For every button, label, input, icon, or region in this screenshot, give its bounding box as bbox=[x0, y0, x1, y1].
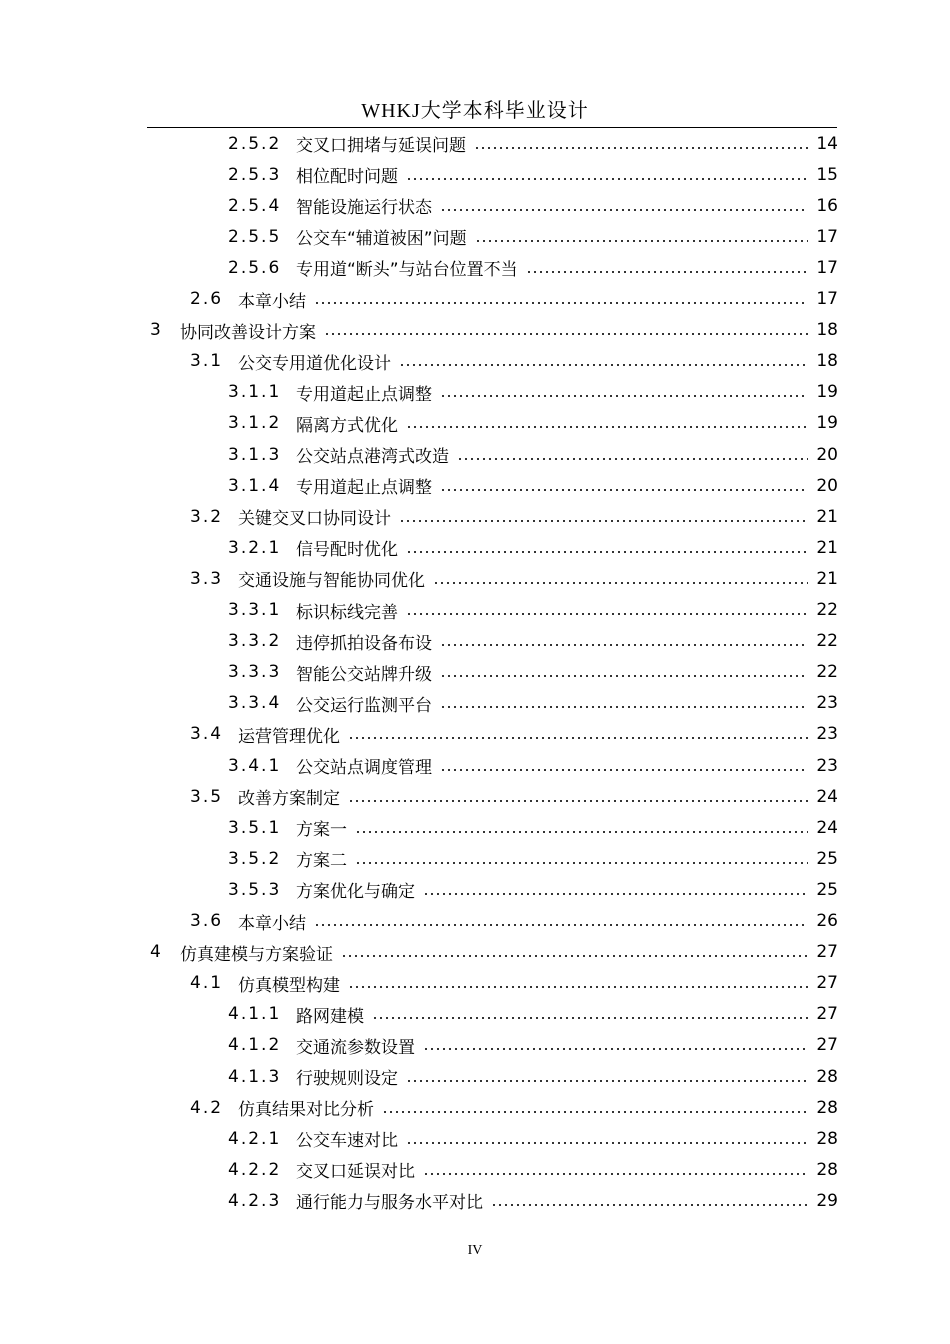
toc-entry-title: 改善方案制定 bbox=[238, 789, 340, 810]
toc-dot-leader bbox=[382, 1111, 808, 1113]
toc-entry-page: 23 bbox=[816, 693, 838, 714]
toc-entry-number: 4.1 bbox=[190, 973, 224, 994]
toc-dot-leader bbox=[314, 924, 808, 926]
toc-entry[interactable] bbox=[190, 719, 838, 750]
toc-dot-leader bbox=[423, 1173, 808, 1175]
toc-entry-title: 关键交叉口协同设计 bbox=[238, 509, 391, 530]
toc-entry-number: 2.5.2 bbox=[228, 133, 282, 154]
toc-entry[interactable] bbox=[190, 968, 838, 999]
toc-dot-leader bbox=[440, 769, 808, 771]
toc-entry[interactable] bbox=[228, 377, 838, 408]
toc-entry-title: 本章小结 bbox=[238, 291, 306, 312]
toc-dot-leader bbox=[406, 1080, 808, 1082]
toc-entry-number: 3.4.1 bbox=[228, 755, 282, 776]
toc-entry-page: 20 bbox=[816, 444, 838, 465]
toc-dot-leader bbox=[355, 831, 808, 833]
toc-entry-number: 4.2 bbox=[190, 1097, 224, 1118]
toc-entry-page: 22 bbox=[816, 662, 838, 683]
toc-dot-leader bbox=[423, 893, 808, 895]
toc-entry-title: 交通设施与智能协同优化 bbox=[238, 571, 425, 592]
toc-entry-title: 智能公交站牌升级 bbox=[296, 664, 432, 685]
toc-entry[interactable] bbox=[228, 532, 838, 563]
toc-entry[interactable] bbox=[228, 128, 838, 159]
toc-entry-page: 26 bbox=[816, 911, 838, 931]
toc-entry[interactable] bbox=[228, 1030, 838, 1061]
toc-entry-page: 19 bbox=[816, 413, 838, 434]
toc-entry-number: 4 bbox=[150, 942, 163, 963]
toc-entry-number: 4.2.2 bbox=[228, 1159, 282, 1180]
toc-entry-number: 3.2.1 bbox=[228, 537, 282, 558]
toc-dot-leader bbox=[399, 364, 808, 366]
toc-entry-title: 交叉口延误对比 bbox=[296, 1162, 415, 1183]
toc-dot-leader bbox=[348, 737, 808, 739]
toc-entry-title: 公交车“辅道被困”问题 bbox=[296, 229, 467, 250]
toc-dot-leader bbox=[406, 178, 808, 180]
toc-entry[interactable] bbox=[190, 284, 838, 315]
toc-entry-number: 3.1 bbox=[190, 351, 224, 372]
toc-entry-page: 24 bbox=[816, 817, 838, 838]
toc-entry-title: 运营管理优化 bbox=[238, 726, 340, 747]
toc-dot-leader bbox=[440, 395, 808, 397]
toc-entry[interactable] bbox=[228, 221, 838, 252]
toc-entry-page: 28 bbox=[816, 1097, 838, 1118]
toc-entry[interactable] bbox=[150, 315, 838, 346]
toc-entry-page: 17 bbox=[816, 257, 838, 278]
toc-entry-title: 仿真结果对比分析 bbox=[238, 1100, 374, 1121]
toc-entry[interactable] bbox=[190, 346, 838, 377]
toc-entry-page: 19 bbox=[816, 382, 838, 403]
toc-entry-title: 公交运行监测平台 bbox=[296, 695, 432, 716]
toc-entry-number: 2.5.6 bbox=[228, 257, 282, 278]
toc-entry-page: 27 bbox=[816, 1004, 838, 1025]
toc-dot-leader bbox=[372, 1017, 808, 1019]
toc-entry-title: 相位配时问题 bbox=[296, 167, 398, 188]
toc-dot-leader bbox=[440, 675, 808, 677]
toc-entry-number: 3.5 bbox=[190, 786, 224, 807]
toc-entry-title: 公交站点港湾式改造 bbox=[296, 447, 449, 467]
toc-entry-title: 专用道起止点调整 bbox=[296, 384, 432, 405]
toc-entry[interactable] bbox=[190, 563, 838, 594]
toc-entry-page: 21 bbox=[816, 537, 838, 558]
toc-entry-page: 21 bbox=[816, 568, 838, 589]
toc-dot-leader bbox=[423, 1048, 808, 1050]
toc-dot-leader bbox=[457, 458, 808, 460]
toc-entry-title: 本章小结 bbox=[238, 913, 306, 934]
toc-entry-number: 2.5.5 bbox=[228, 226, 282, 247]
toc-entry-title: 专用道起止点调整 bbox=[296, 478, 432, 499]
toc-entry-page: 22 bbox=[816, 600, 838, 620]
toc-entry-title: 交叉口拥堵与延误问题 bbox=[296, 136, 466, 156]
toc-dot-leader bbox=[355, 862, 808, 864]
toc-entry-number: 3.4 bbox=[190, 724, 224, 745]
toc-entry-page: 25 bbox=[816, 879, 838, 900]
toc-entry-page: 29 bbox=[816, 1190, 838, 1211]
toc-entry-number: 3.1.3 bbox=[228, 444, 282, 465]
toc-dot-leader bbox=[399, 520, 808, 522]
toc-entry-page: 22 bbox=[816, 631, 838, 652]
toc-dot-leader bbox=[475, 240, 808, 242]
toc-entry-title: 交通流参数设置 bbox=[296, 1037, 415, 1058]
toc-entry-number: 4.1.1 bbox=[228, 1004, 282, 1025]
toc-entry-title: 方案一 bbox=[296, 820, 347, 841]
toc-dot-leader bbox=[526, 271, 808, 273]
toc-entry-page: 27 bbox=[816, 1035, 838, 1056]
toc-entry-number: 3.2 bbox=[190, 506, 224, 527]
toc-dot-leader bbox=[406, 613, 808, 615]
toc-entry-number: 3.5.2 bbox=[228, 848, 282, 869]
toc-entry-page: 16 bbox=[816, 195, 838, 216]
toc-entry[interactable] bbox=[228, 843, 838, 874]
toc-entry[interactable] bbox=[228, 626, 838, 657]
toc-entry-number: 3.3 bbox=[190, 568, 224, 589]
toc-entry[interactable] bbox=[228, 190, 838, 221]
toc-entry-page: 24 bbox=[816, 786, 838, 807]
toc-dot-leader bbox=[341, 955, 808, 957]
toc-dot-leader bbox=[314, 302, 808, 304]
toc-entry[interactable] bbox=[228, 1123, 838, 1154]
toc-dot-leader bbox=[491, 1204, 808, 1206]
toc-dot-leader bbox=[348, 986, 808, 988]
toc-entry[interactable] bbox=[228, 750, 838, 781]
toc-dot-leader bbox=[324, 333, 808, 335]
toc-entry-number: 3.3.4 bbox=[228, 693, 282, 714]
toc-entry-page: 23 bbox=[816, 724, 838, 745]
page-header-title: WHKJ大学本科毕业设计 bbox=[361, 100, 589, 122]
toc-dot-leader bbox=[406, 426, 808, 428]
toc-entry-number: 3.5.3 bbox=[228, 879, 282, 900]
toc-entry-title: 仿真建模与方案验证 bbox=[180, 944, 333, 965]
toc-entry-page: 14 bbox=[816, 133, 838, 154]
page-number: IV bbox=[467, 1243, 483, 1258]
toc-entry[interactable] bbox=[228, 408, 838, 439]
toc-entry[interactable] bbox=[190, 1092, 838, 1123]
toc-entry[interactable] bbox=[228, 252, 838, 283]
toc-entry-page: 28 bbox=[816, 1066, 838, 1087]
toc-entry-number: 2.5.4 bbox=[228, 195, 282, 216]
toc-entry-page: 21 bbox=[816, 506, 838, 527]
toc-entry-number: 3.3.1 bbox=[228, 600, 282, 620]
toc-entry-page: 28 bbox=[816, 1128, 838, 1149]
toc-entry-number: 2.6 bbox=[190, 289, 224, 309]
toc-entry-page: 17 bbox=[816, 226, 838, 247]
toc-entry-title: 公交站点调度管理 bbox=[296, 758, 432, 778]
toc-entry-title: 方案优化与确定 bbox=[296, 882, 415, 903]
toc-entry-number: 3.3.3 bbox=[228, 662, 282, 683]
toc-entry[interactable] bbox=[228, 657, 838, 688]
toc-entry-title: 隔离方式优化 bbox=[296, 415, 398, 436]
toc-entry-title: 专用道“断头”与站台位置不当 bbox=[296, 260, 518, 281]
toc-entry-number: 4.1.3 bbox=[228, 1066, 282, 1087]
toc-entry-title: 行驶规则设定 bbox=[296, 1069, 398, 1089]
toc-entry[interactable] bbox=[190, 781, 838, 812]
toc-entry[interactable] bbox=[228, 1185, 838, 1216]
toc-entry-number: 3.1.2 bbox=[228, 413, 282, 434]
toc-entry-number: 2.5.3 bbox=[228, 164, 282, 185]
toc-entry-title: 协同改善设计方案 bbox=[180, 322, 316, 343]
toc-entry[interactable] bbox=[190, 906, 838, 937]
toc-entry[interactable] bbox=[228, 1154, 838, 1185]
toc-entry[interactable] bbox=[150, 937, 838, 968]
toc-entry-number: 3.1.1 bbox=[228, 382, 282, 403]
toc-dot-leader bbox=[440, 706, 808, 708]
toc-entry-number: 4.2.3 bbox=[228, 1190, 282, 1211]
toc-entry[interactable] bbox=[228, 999, 838, 1030]
toc-entry-number: 3 bbox=[150, 320, 163, 341]
toc-entry[interactable] bbox=[228, 874, 838, 905]
toc-entry-title: 违停抓拍设备布设 bbox=[296, 633, 432, 654]
toc-entry-page: 27 bbox=[816, 942, 838, 963]
toc-dot-leader bbox=[348, 800, 808, 802]
toc-entry-number: 3.5.1 bbox=[228, 817, 282, 838]
toc-entry-page: 23 bbox=[816, 755, 838, 776]
toc-entry-number: 3.6 bbox=[190, 911, 224, 931]
toc-entry-page: 27 bbox=[816, 973, 838, 994]
toc-entry[interactable] bbox=[228, 688, 838, 719]
toc-entry-number: 4.2.1 bbox=[228, 1128, 282, 1149]
toc-entry[interactable] bbox=[228, 1061, 838, 1092]
toc-entry-title: 公交专用道优化设计 bbox=[238, 353, 391, 374]
toc-entry-page: 18 bbox=[816, 351, 838, 372]
toc-entry-number: 3.1.4 bbox=[228, 475, 282, 496]
toc-entry-title: 公交车速对比 bbox=[296, 1131, 398, 1152]
toc-entry-page: 17 bbox=[816, 289, 838, 309]
toc-dot-leader bbox=[433, 582, 808, 584]
toc-dot-leader bbox=[406, 1142, 808, 1144]
toc-entry-title: 信号配时优化 bbox=[296, 540, 398, 561]
toc-dot-leader bbox=[474, 147, 808, 149]
toc-entry-number: 4.1.2 bbox=[228, 1035, 282, 1056]
toc-entry[interactable] bbox=[190, 501, 838, 532]
toc-entry[interactable] bbox=[228, 595, 838, 626]
toc-entry[interactable] bbox=[228, 812, 838, 843]
toc-entry-title: 通行能力与服务水平对比 bbox=[296, 1193, 483, 1214]
toc-dot-leader bbox=[440, 209, 808, 211]
toc-entry-title: 标识标线完善 bbox=[296, 602, 398, 623]
toc-entry-number: 3.3.2 bbox=[228, 631, 282, 652]
toc-entry-page: 20 bbox=[816, 475, 838, 496]
toc-dot-leader bbox=[440, 644, 808, 646]
toc-entry[interactable] bbox=[228, 439, 838, 470]
toc-entry-page: 28 bbox=[816, 1159, 838, 1180]
toc-entry-page: 15 bbox=[816, 164, 838, 185]
toc-entry[interactable] bbox=[228, 470, 838, 501]
toc-entry[interactable] bbox=[228, 159, 838, 190]
toc-dot-leader bbox=[406, 551, 808, 553]
toc-dot-leader bbox=[440, 489, 808, 491]
toc-entry-title: 路网建模 bbox=[296, 1006, 364, 1027]
toc-entry-page: 25 bbox=[816, 848, 838, 869]
toc-entry-title: 智能设施运行状态 bbox=[296, 198, 432, 219]
toc-entry-title: 仿真模型构建 bbox=[238, 975, 340, 996]
toc-entry-title: 方案二 bbox=[296, 851, 347, 872]
toc-entry-page: 18 bbox=[816, 320, 838, 341]
